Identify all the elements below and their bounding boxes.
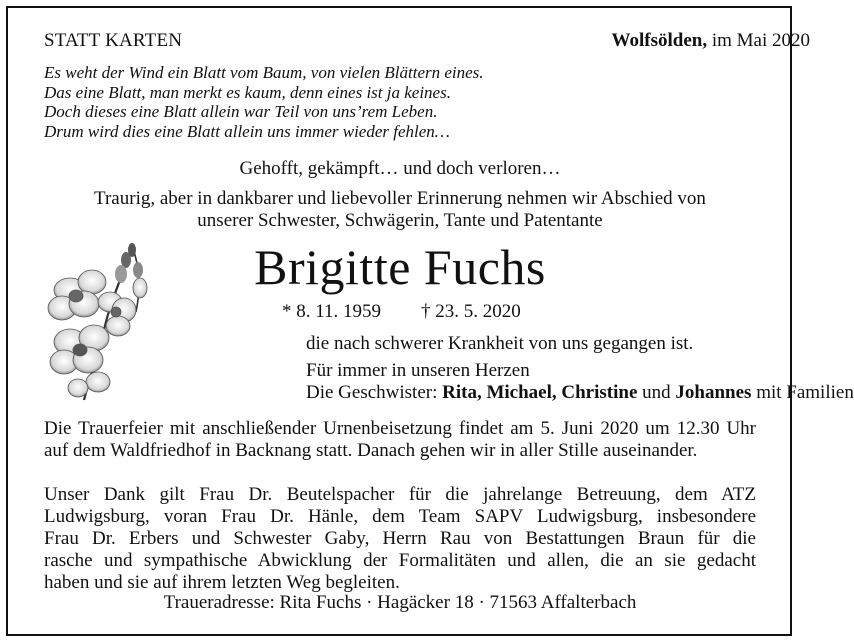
poem-line: Es weht der Wind ein Blatt vom Baum, von vielen Blättern eines. (44, 63, 484, 82)
intro-line: Traurig, aber in dankbarer und liebevoller Erinnerung nehmen wir Abschied von (94, 188, 706, 209)
motto: Gehofft, gekämpft… und doch verloren… (239, 158, 561, 179)
thanks-line: Frau Dr. Erbers und Schwester Gaby, Herrn Rau von Bestattungen Braun für die (44, 528, 756, 549)
funeral-paragraph (44, 418, 756, 462)
mourning-address: Traueradresse: Rita Fuchs · Hagäcker 18 · 71563 Affalterbach (163, 592, 637, 613)
funeral-line: Die Trauerfeier mit anschließender Urnenbeisetzung findet am 5. Juni 2020 um 12.30 Uhr (44, 418, 756, 439)
thanks-line: Ludwigsburg, voran Frau Dr. Hänle, dem Team SAPV Ludwigsburg, insbesondere (44, 506, 756, 527)
siblings-prefix: Die Geschwister: (306, 382, 443, 403)
intro (0, 188, 800, 232)
poem-line: Drum wird dies eine Blatt allein uns immer wieder fehlen… (44, 121, 450, 141)
deceased-name: Brigitte Fuchs (254, 239, 546, 295)
cause-line: die nach schwerer Krankheit von uns gegangen ist. (306, 333, 694, 354)
death-date: † 23. 5. 2020 (421, 301, 521, 322)
thanks-paragraph (44, 484, 756, 594)
thanks-line: haben und sie auf ihrem letzten Weg begleiten. (44, 572, 400, 593)
intro-line: unserer Schwester, Schwägerin, Tante und Patentante (197, 210, 603, 231)
header-label: STATT KARTEN (44, 30, 183, 51)
birth-date: * 8. 11. 1959 (282, 301, 382, 322)
funeral-line: auf dem Waldfriedhof in Backnang statt. Danach gehen wir in aller Stille auseinander. (44, 440, 698, 461)
siblings-suffix: mit Familien (751, 382, 854, 403)
siblings-names: Rita, Michael, Christine (442, 382, 638, 403)
orchid-icon (40, 242, 150, 404)
poem-line: Doch dieses eine Blatt allein war Teil von uns’rem Leben. (44, 102, 438, 121)
thanks-line: Unser Dank gilt Frau Dr. Beutelspacher für die jahrelange Betreuung, dem ATZ (44, 484, 756, 505)
poem (44, 63, 484, 141)
siblings-und: und (637, 382, 676, 403)
forever-line: Für immer in unseren Herzen (306, 360, 530, 381)
life-dates (282, 301, 521, 323)
header-place-date (612, 30, 810, 52)
thanks-line: rasche und sympathische Abwicklung der Formalitäten und allen, die an sie gedacht (44, 550, 756, 571)
header-place: Wolfsölden, (611, 30, 708, 51)
siblings-name-johannes: Johannes (675, 382, 752, 403)
poem-line: Das eine Blatt, man merkt es kaum, denn eines ist ja keines. (44, 82, 451, 102)
siblings-line (306, 382, 854, 404)
header-date: im Mai 2020 (707, 30, 810, 51)
